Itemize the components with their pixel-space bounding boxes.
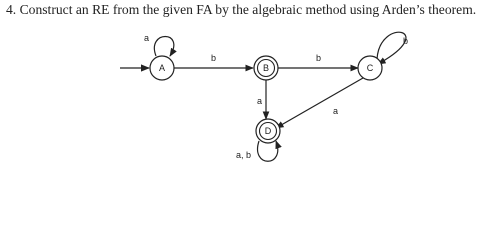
question-number: 4. <box>6 2 17 17</box>
state-d <box>256 119 280 143</box>
edge-label-b-c: b <box>316 53 322 63</box>
edge-c-d <box>276 78 363 128</box>
state-c <box>358 56 382 80</box>
edge-label-c-c: b <box>403 36 409 46</box>
state-label-a: A <box>158 63 166 73</box>
state-a <box>150 56 174 80</box>
edge-label-b-d: a <box>257 96 263 106</box>
state-b <box>254 56 278 80</box>
state-label-c: C <box>366 63 374 73</box>
question-body: Construct an RE from the given FA by the algebraic method using Arden’s theorem. <box>19 2 477 17</box>
state-label-d: D <box>264 126 272 136</box>
edge-a-a <box>154 37 173 57</box>
edge-label-c-d: a <box>333 106 339 116</box>
edge-label-d-d: a, b <box>236 150 252 160</box>
state-label-b: B <box>262 63 270 73</box>
edge-c-c <box>377 32 409 64</box>
edge-d-d <box>258 141 278 161</box>
edge-label-a-b: b <box>211 53 217 63</box>
edge-label-a-a: a <box>144 33 150 43</box>
